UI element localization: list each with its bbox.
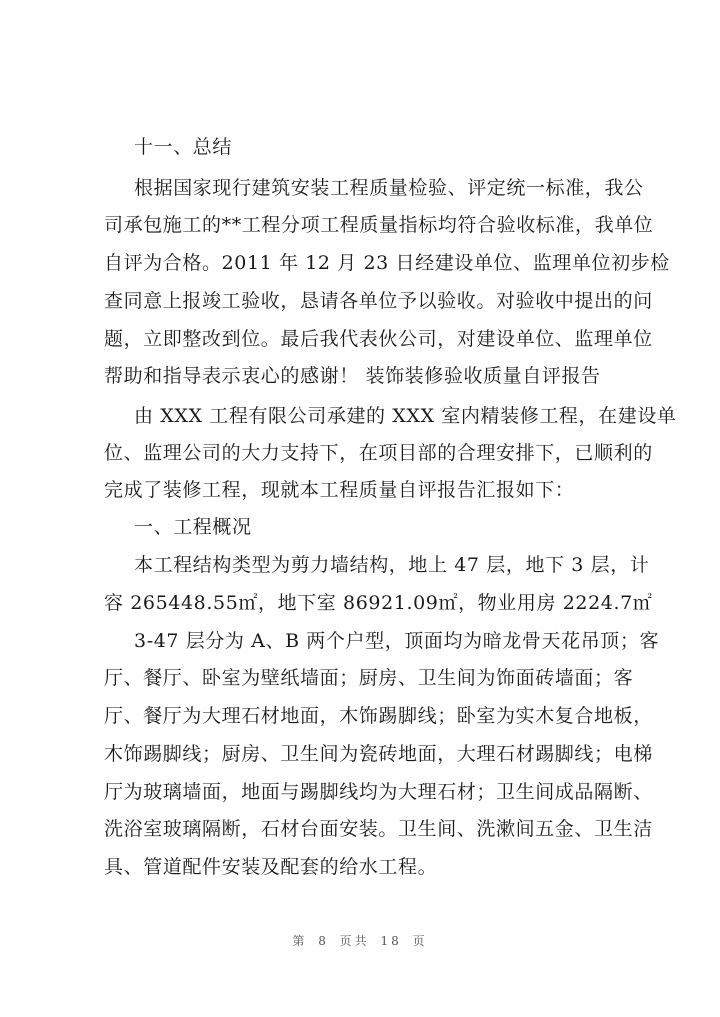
paragraph-line: 本工程结构类型为剪力墙结构，地上 47 层，地下 3 层，计 — [134, 554, 650, 576]
paragraph-line: 厅、餐厅、卧室为壁纸墙面；厨房、卫生间为饰面砖墙面；客 — [104, 667, 634, 689]
page-label-suffix: 页 — [412, 934, 428, 948]
paragraph-line: 3-47 层分为 A、B 两个户型，顶面均为暗龙骨天花吊顶；客 — [134, 630, 660, 652]
paragraph-line: 厅为玻璃墙面，地面与踢脚线均为大理石材；卫生间成品隔断、 — [104, 781, 653, 803]
paragraph-line: 根据国家现行建筑安装工程质量检验、评定统一标准，我公 — [134, 177, 644, 199]
section-heading-overview: 一、工程概况 — [134, 516, 252, 538]
paragraph-line: 木饰踢脚线；厨房、卫生间为瓷砖地面，大理石材踢脚线；电梯 — [104, 743, 653, 765]
paragraph-line: 位、监理公司的大力支持下，在项目部的合理安排下，已顺利的 — [104, 442, 653, 464]
paragraph-line: 具、管道配件安装及配套的给水工程。 — [104, 856, 438, 878]
total-pages-number: 18 — [380, 934, 402, 948]
paragraph-line: 司承包施工的**工程分项工程质量指标均符合验收标准，我单位 — [104, 214, 654, 236]
page-label-mid: 页共 — [339, 934, 370, 948]
page-label-prefix: 第 — [292, 934, 308, 948]
paragraph-line: 由 XXX 工程有限公司承建的 XXX 室内精装修工程，在建设单 — [134, 405, 677, 427]
current-page-number: 8 — [318, 934, 329, 948]
page-footer — [0, 932, 720, 949]
paragraph-line: 自评为合格。2011 年 12 月 23 日经建设单位、监理单位初步检 — [104, 252, 670, 274]
paragraph-line: 厅、餐厅为大理石材地面，木饰踢脚线；卧室为实木复合地板， — [104, 705, 653, 727]
paragraph-line: 帮助和指导表示衷心的感谢！ 装饰装修验收质量自评报告 — [104, 365, 601, 387]
paragraph-line: 洗浴室玻璃隔断，石材台面安装。卫生间、洗漱间五金、卫生洁 — [104, 818, 653, 840]
paragraph-line: 题，立即整改到位。最后我代表伙公司，对建设单位、监理单位 — [104, 328, 653, 350]
paragraph-line: 完成了装修工程，现就本工程质量自评报告汇报如下： — [104, 479, 575, 501]
paragraph-line: 容 265448.55㎡，地下室 86921.09㎡，物业用房 2224.7㎡ — [104, 592, 653, 614]
paragraph-line: 查同意上报竣工验收，恳请各单位予以验收。对验收中提出的问 — [104, 290, 653, 312]
section-heading-summary: 十一、总结 — [134, 136, 233, 158]
